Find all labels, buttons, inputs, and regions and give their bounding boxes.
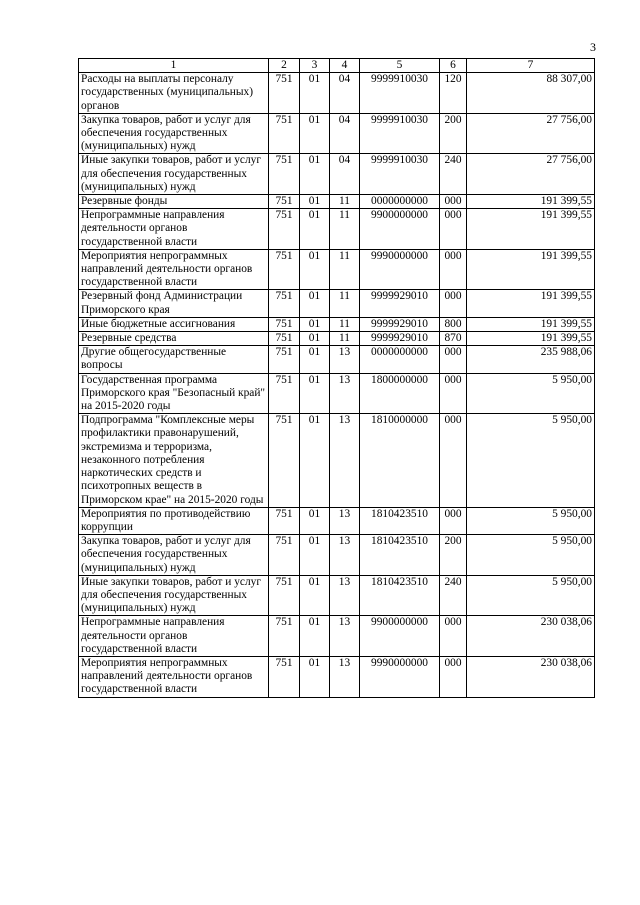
cell-admin-code: 751 bbox=[269, 616, 300, 657]
col-header-7: 7 bbox=[467, 59, 595, 73]
cell-target-article: 9999929010 bbox=[360, 290, 440, 317]
cell-expense-type: 000 bbox=[440, 195, 467, 209]
cell-subsection: 13 bbox=[330, 535, 360, 576]
cell-name: Непрограммные направления деятельности органов государственной власти bbox=[79, 209, 269, 250]
cell-admin-code: 751 bbox=[269, 73, 300, 114]
cell-name: Непрограммные направления деятельности органов государственной власти bbox=[79, 616, 269, 657]
cell-section: 01 bbox=[300, 507, 330, 534]
cell-name: Расходы на выплаты персоналу государственных (муниципальных) органов bbox=[79, 73, 269, 114]
cell-name: Мероприятия непрограммных направлений деятельности органов государственной власти bbox=[79, 656, 269, 697]
table-row bbox=[79, 575, 595, 616]
cell-amount: 191 399,55 bbox=[467, 332, 595, 346]
cell-expense-type: 240 bbox=[440, 154, 467, 195]
cell-name: Иные закупки товаров, работ и услуг для обеспечения государственных (муниципальных) нужд bbox=[79, 154, 269, 195]
cell-section: 01 bbox=[300, 656, 330, 697]
table-row bbox=[79, 346, 595, 373]
cell-expense-type: 800 bbox=[440, 317, 467, 331]
cell-expense-type: 240 bbox=[440, 575, 467, 616]
cell-expense-type: 000 bbox=[440, 656, 467, 697]
cell-admin-code: 751 bbox=[269, 317, 300, 331]
cell-admin-code: 751 bbox=[269, 414, 300, 507]
cell-admin-code: 751 bbox=[269, 656, 300, 697]
cell-name: Другие общегосударственные вопросы bbox=[79, 346, 269, 373]
cell-target-article: 9999910030 bbox=[360, 154, 440, 195]
cell-expense-type: 000 bbox=[440, 249, 467, 290]
cell-subsection: 11 bbox=[330, 332, 360, 346]
table-row bbox=[79, 249, 595, 290]
page-number: 3 bbox=[590, 40, 596, 54]
cell-section: 01 bbox=[300, 535, 330, 576]
table-row bbox=[79, 290, 595, 317]
cell-target-article: 9999910030 bbox=[360, 73, 440, 114]
cell-section: 01 bbox=[300, 414, 330, 507]
cell-amount: 5 950,00 bbox=[467, 575, 595, 616]
cell-target-article: 9990000000 bbox=[360, 249, 440, 290]
cell-amount: 191 399,55 bbox=[467, 249, 595, 290]
cell-expense-type: 200 bbox=[440, 535, 467, 576]
cell-subsection: 13 bbox=[330, 414, 360, 507]
table-row bbox=[79, 195, 595, 209]
cell-target-article: 9999910030 bbox=[360, 113, 440, 154]
cell-subsection: 13 bbox=[330, 616, 360, 657]
table-row bbox=[79, 154, 595, 195]
cell-amount: 235 988,06 bbox=[467, 346, 595, 373]
cell-target-article: 1810423510 bbox=[360, 575, 440, 616]
cell-section: 01 bbox=[300, 154, 330, 195]
cell-amount: 191 399,55 bbox=[467, 317, 595, 331]
cell-expense-type: 200 bbox=[440, 113, 467, 154]
cell-amount: 191 399,55 bbox=[467, 195, 595, 209]
cell-name: Иные закупки товаров, работ и услуг для обеспечения государственных (муниципальных) нужд bbox=[79, 575, 269, 616]
col-header-3: 3 bbox=[300, 59, 330, 73]
cell-section: 01 bbox=[300, 616, 330, 657]
cell-expense-type: 120 bbox=[440, 73, 467, 114]
cell-section: 01 bbox=[300, 195, 330, 209]
cell-name: Иные бюджетные ассигнования bbox=[79, 317, 269, 331]
cell-amount: 88 307,00 bbox=[467, 73, 595, 114]
cell-amount: 27 756,00 bbox=[467, 154, 595, 195]
cell-name: Резервный фонд Администрации Приморского края bbox=[79, 290, 269, 317]
cell-subsection: 11 bbox=[330, 195, 360, 209]
cell-subsection: 13 bbox=[330, 656, 360, 697]
cell-amount: 5 950,00 bbox=[467, 507, 595, 534]
table-row bbox=[79, 507, 595, 534]
cell-name: Государственная программа Приморского края "Безопасный край" на 2015-2020 годы bbox=[79, 373, 269, 414]
cell-admin-code: 751 bbox=[269, 507, 300, 534]
col-header-6: 6 bbox=[440, 59, 467, 73]
table-row bbox=[79, 373, 595, 414]
cell-amount: 5 950,00 bbox=[467, 535, 595, 576]
cell-amount: 230 038,06 bbox=[467, 656, 595, 697]
table-row bbox=[79, 317, 595, 331]
cell-name: Закупка товаров, работ и услуг для обеспечения государственных (муниципальных) нужд bbox=[79, 113, 269, 154]
table-row bbox=[79, 113, 595, 154]
cell-subsection: 11 bbox=[330, 290, 360, 317]
cell-subsection: 04 bbox=[330, 113, 360, 154]
cell-subsection: 13 bbox=[330, 575, 360, 616]
cell-subsection: 11 bbox=[330, 317, 360, 331]
cell-subsection: 13 bbox=[330, 373, 360, 414]
cell-admin-code: 751 bbox=[269, 249, 300, 290]
cell-target-article: 9900000000 bbox=[360, 616, 440, 657]
cell-expense-type: 000 bbox=[440, 507, 467, 534]
cell-admin-code: 751 bbox=[269, 113, 300, 154]
table-row bbox=[79, 209, 595, 250]
cell-amount: 230 038,06 bbox=[467, 616, 595, 657]
cell-name: Мероприятия непрограммных направлений деятельности органов государственной власти bbox=[79, 249, 269, 290]
cell-subsection: 13 bbox=[330, 346, 360, 373]
col-header-1: 1 bbox=[79, 59, 269, 73]
table-row bbox=[79, 414, 595, 507]
cell-section: 01 bbox=[300, 317, 330, 331]
cell-expense-type: 000 bbox=[440, 346, 467, 373]
cell-admin-code: 751 bbox=[269, 575, 300, 616]
cell-name: Подпрограмма "Комплексные меры профилактики правонарушений, экстремизма и терроризма, незаконного потребления наркотических средств и психотропных веществ в Приморском крае" на 2015-2020 годы bbox=[79, 414, 269, 507]
cell-section: 01 bbox=[300, 249, 330, 290]
cell-target-article: 1810000000 bbox=[360, 414, 440, 507]
cell-target-article: 1810423510 bbox=[360, 507, 440, 534]
cell-target-article: 9999929010 bbox=[360, 332, 440, 346]
table-row bbox=[79, 616, 595, 657]
table-row bbox=[79, 332, 595, 346]
cell-section: 01 bbox=[300, 290, 330, 317]
cell-admin-code: 751 bbox=[269, 209, 300, 250]
cell-subsection: 11 bbox=[330, 249, 360, 290]
cell-expense-type: 000 bbox=[440, 373, 467, 414]
cell-admin-code: 751 bbox=[269, 373, 300, 414]
cell-name: Резервные средства bbox=[79, 332, 269, 346]
col-header-2: 2 bbox=[269, 59, 300, 73]
cell-target-article: 9900000000 bbox=[360, 209, 440, 250]
cell-subsection: 04 bbox=[330, 154, 360, 195]
cell-section: 01 bbox=[300, 73, 330, 114]
cell-target-article: 0000000000 bbox=[360, 346, 440, 373]
cell-admin-code: 751 bbox=[269, 154, 300, 195]
cell-admin-code: 751 bbox=[269, 346, 300, 373]
table-row bbox=[79, 535, 595, 576]
cell-section: 01 bbox=[300, 346, 330, 373]
table-row bbox=[79, 73, 595, 114]
header-row bbox=[79, 59, 595, 73]
cell-admin-code: 751 bbox=[269, 332, 300, 346]
cell-target-article: 9990000000 bbox=[360, 656, 440, 697]
cell-amount: 5 950,00 bbox=[467, 414, 595, 507]
cell-section: 01 bbox=[300, 575, 330, 616]
col-header-4: 4 bbox=[330, 59, 360, 73]
cell-target-article: 1810423510 bbox=[360, 535, 440, 576]
cell-name: Резервные фонды bbox=[79, 195, 269, 209]
cell-section: 01 bbox=[300, 113, 330, 154]
budget-table bbox=[78, 58, 595, 698]
table-body bbox=[79, 73, 595, 697]
cell-target-article: 9999929010 bbox=[360, 317, 440, 331]
cell-subsection: 11 bbox=[330, 209, 360, 250]
cell-section: 01 bbox=[300, 209, 330, 250]
cell-amount: 5 950,00 bbox=[467, 373, 595, 414]
cell-subsection: 04 bbox=[330, 73, 360, 114]
cell-target-article: 1800000000 bbox=[360, 373, 440, 414]
col-header-5: 5 bbox=[360, 59, 440, 73]
cell-admin-code: 751 bbox=[269, 195, 300, 209]
cell-amount: 27 756,00 bbox=[467, 113, 595, 154]
cell-admin-code: 751 bbox=[269, 290, 300, 317]
table-row bbox=[79, 656, 595, 697]
cell-name: Закупка товаров, работ и услуг для обеспечения государственных (муниципальных) нужд bbox=[79, 535, 269, 576]
cell-section: 01 bbox=[300, 332, 330, 346]
cell-subsection: 13 bbox=[330, 507, 360, 534]
cell-amount: 191 399,55 bbox=[467, 290, 595, 317]
cell-amount: 191 399,55 bbox=[467, 209, 595, 250]
cell-expense-type: 000 bbox=[440, 616, 467, 657]
cell-target-article: 0000000000 bbox=[360, 195, 440, 209]
cell-expense-type: 000 bbox=[440, 414, 467, 507]
cell-section: 01 bbox=[300, 373, 330, 414]
cell-expense-type: 000 bbox=[440, 290, 467, 317]
cell-admin-code: 751 bbox=[269, 535, 300, 576]
cell-expense-type: 000 bbox=[440, 209, 467, 250]
cell-name: Мероприятия по противодействию коррупции bbox=[79, 507, 269, 534]
cell-expense-type: 870 bbox=[440, 332, 467, 346]
